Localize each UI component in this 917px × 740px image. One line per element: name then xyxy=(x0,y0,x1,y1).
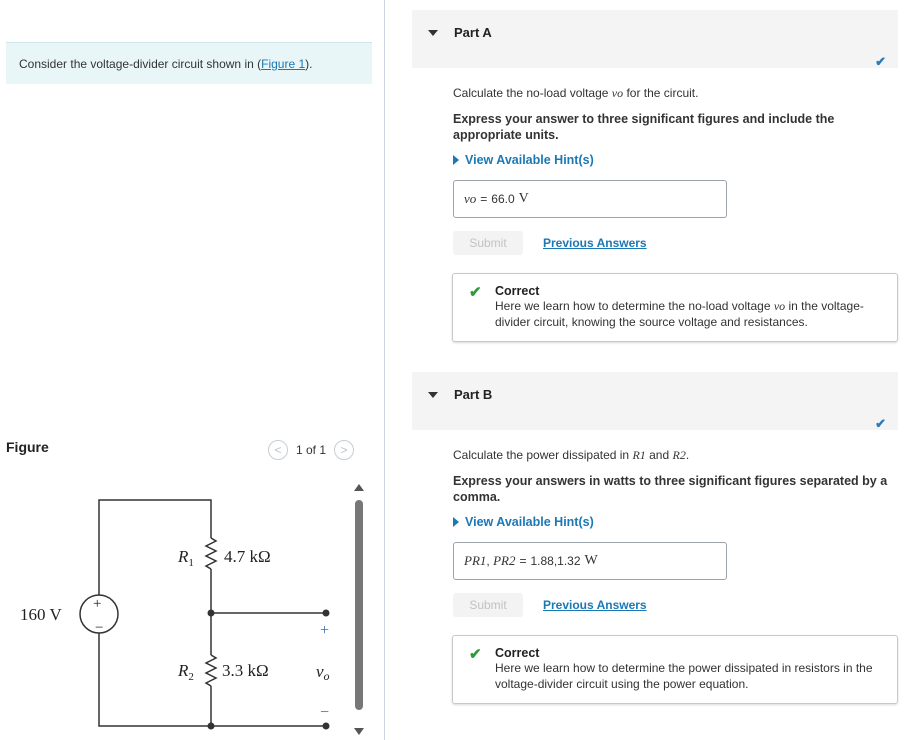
scroll-down-icon[interactable] xyxy=(354,728,364,735)
wire-top xyxy=(99,500,211,538)
svg-text:vo xyxy=(316,662,330,683)
r2-sub: 2 xyxy=(188,671,194,683)
checkmark-icon: ✔ xyxy=(875,416,886,431)
part-a xyxy=(412,10,898,342)
answer-value: 1.88,1.32 xyxy=(530,554,581,568)
figure-pane xyxy=(0,0,384,740)
caret-right-icon xyxy=(453,155,459,165)
source-plus: + xyxy=(93,596,102,612)
answer-unit: W xyxy=(584,553,598,568)
part-b-answer-input[interactable]: PR1 , PR2 = 1.88,1.32 W xyxy=(453,542,727,580)
vo-name: v xyxy=(316,662,324,681)
checkmark-icon: ✔ xyxy=(469,646,482,663)
svg-text:R1 xyxy=(177,547,194,569)
feedback-title: Correct xyxy=(495,284,540,298)
output-plus: + xyxy=(320,622,330,639)
pane-divider xyxy=(384,0,385,740)
feedback-title: Correct xyxy=(495,646,540,660)
caret-down-icon[interactable] xyxy=(428,30,438,36)
r2-value: 3.3 kΩ xyxy=(222,661,269,680)
part-a-question: Calculate the no-load voltage vo for the circuit. xyxy=(453,86,699,100)
resistor-r1 xyxy=(206,538,216,569)
part-a-actions xyxy=(453,231,898,255)
node-mid xyxy=(208,610,215,617)
scroll-thumb[interactable] xyxy=(355,500,363,710)
part-b-title: Part B xyxy=(454,387,493,402)
figure-label: Figure xyxy=(6,439,49,455)
r2-name: R xyxy=(178,661,189,680)
next-figure-button[interactable]: > xyxy=(334,440,354,460)
scroll-up-icon[interactable] xyxy=(354,484,364,491)
part-b-previous-answers-link[interactable]: Previous Answers xyxy=(543,598,647,612)
part-a-submit-button[interactable]: Submit xyxy=(453,231,523,255)
part-b-hint-link[interactable]: View Available Hint(s) xyxy=(453,515,898,529)
figure-pager xyxy=(268,440,354,460)
checkmark-icon: ✔ xyxy=(875,54,886,69)
vo-var: vo xyxy=(611,86,624,100)
answer-unit: V xyxy=(518,191,529,206)
part-a-feedback xyxy=(452,273,898,342)
answer-var-2: PR2 xyxy=(493,553,516,568)
part-b-header[interactable] xyxy=(412,372,898,430)
intro-text xyxy=(6,42,372,84)
r1-name: R xyxy=(178,547,189,566)
part-b-actions xyxy=(453,593,898,617)
answer-var: vo xyxy=(464,191,477,206)
figure-link[interactable]: Figure 1 xyxy=(261,57,306,71)
part-a-instructions: Express your answer to three significant figures and include the appropriate units. xyxy=(453,112,835,142)
feedback-body: Here we learn how to determine the power dissipated in resistors in the voltage-divider circuit using the power equation. xyxy=(495,661,873,691)
part-a-answer-input[interactable]: vo = 66.0 V xyxy=(453,180,727,218)
source-voltage-label: 160 V xyxy=(20,605,62,624)
source-minus: − xyxy=(95,620,104,636)
circuit-diagram xyxy=(0,480,354,740)
answer-var-1: PR1 xyxy=(464,553,487,568)
feedback-body: Here we learn how to determine the no-load voltage vo in the voltage-divider circuit, knowing the source voltage and resistances. xyxy=(495,299,864,329)
svg-text:R2 xyxy=(177,661,194,683)
terminal-bottom xyxy=(323,723,330,730)
part-a-header[interactable] xyxy=(412,10,898,68)
figure-scrollbar[interactable] xyxy=(354,484,364,740)
output-minus: − xyxy=(320,704,330,721)
checkmark-icon: ✔ xyxy=(469,284,482,301)
part-a-title: Part A xyxy=(454,25,492,40)
part-b-submit-button[interactable]: Submit xyxy=(453,593,523,617)
wire-left-lower xyxy=(99,633,211,726)
part-b-instructions: Express your answers in watts to three significant figures separated by a comma. xyxy=(453,474,888,504)
part-b-question: Calculate the power dissipated in R1 and R2. xyxy=(453,448,690,462)
answer-value: 66.0 xyxy=(491,192,515,206)
node-bottom xyxy=(208,723,215,730)
intro-prefix: Consider the voltage-divider circuit shown in ( xyxy=(19,57,262,71)
r1-value: 4.7 kΩ xyxy=(224,547,271,566)
terminal-top xyxy=(323,610,330,617)
part-b xyxy=(412,372,898,704)
prev-figure-button[interactable]: < xyxy=(268,440,288,460)
intro-suffix: ). xyxy=(305,57,313,71)
caret-down-icon[interactable] xyxy=(428,392,438,398)
resistor-r2 xyxy=(206,655,216,686)
r1-sub: 1 xyxy=(188,557,194,569)
part-b-feedback xyxy=(452,635,898,704)
part-a-hint-link[interactable]: View Available Hint(s) xyxy=(453,153,898,167)
pager-text: 1 of 1 xyxy=(296,443,327,457)
part-a-previous-answers-link[interactable]: Previous Answers xyxy=(543,236,647,250)
vo-sub: o xyxy=(323,669,330,683)
caret-right-icon xyxy=(453,517,459,527)
